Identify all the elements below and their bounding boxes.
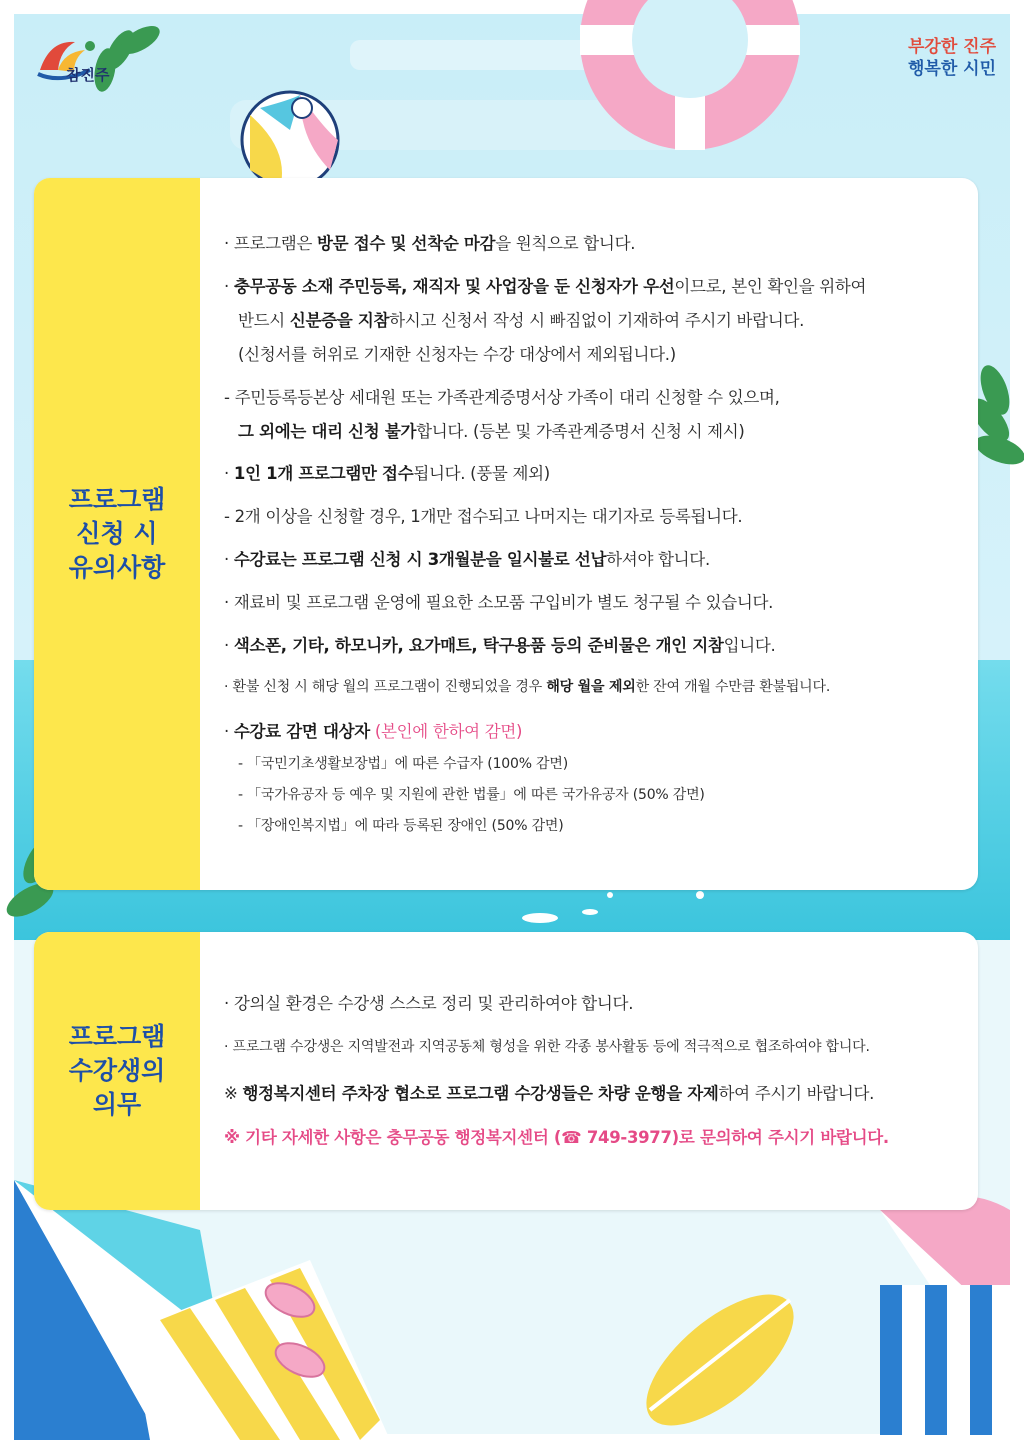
text-run: ※ xyxy=(224,1084,243,1103)
text-run: 합니다. (등본 및 가족관계증명서 신청 시 제시) xyxy=(416,422,745,441)
text-run: · xyxy=(224,722,234,741)
section-student-duties xyxy=(34,932,978,1210)
notice-line xyxy=(224,718,522,742)
notice-line xyxy=(224,460,550,484)
text-run: 한 잔여 개월 수만큼 환불됩니다. xyxy=(635,679,831,695)
emphasis-text: 해당 월을 제외 xyxy=(546,679,636,695)
notice-line xyxy=(224,503,742,527)
text-run: · 재료비 및 프로그램 운영에 필요한 소모품 구입비가 별도 청구될 수 있습니다. xyxy=(224,593,774,612)
text-run: - 「장애인복지법」에 따라 등록된 장애인 (50% 감면) xyxy=(238,818,564,834)
text-run: 입니다. xyxy=(723,636,776,655)
slogan xyxy=(908,36,996,80)
notice-line xyxy=(238,418,745,442)
emphasis-text: 그 외에는 대리 신청 불가 xyxy=(238,422,417,441)
umbrella-right xyxy=(880,1195,1010,1435)
text-run: · xyxy=(224,464,234,483)
text-run: 을 원칙으로 합니다. xyxy=(495,234,636,253)
text-run: 하셔야 합니다. xyxy=(606,550,710,569)
notice-line xyxy=(238,307,804,331)
emphasis-text: 수강료는 프로그램 신청 시 3개월분을 일시불로 선납 xyxy=(233,550,607,569)
notice-line xyxy=(224,676,830,696)
slogan-line2: 행복한 시민 xyxy=(907,59,996,79)
section-title: 프로그램 신청 시 유의사항 xyxy=(68,485,166,582)
emphasis-text: 신분증을 지참 xyxy=(289,311,390,330)
emphasis-text: 충무공동 소재 주민등록, 재직자 및 사업장을 둔 신청자가 우선 xyxy=(233,277,675,296)
text-run: · 강의실 환경은 수강생 스스로 정리 및 관리하여야 합니다. xyxy=(224,994,634,1013)
text-run: - 「국가유공자 등 예우 및 지원에 관한 법률」에 따른 국가유공자 (50% 감면) xyxy=(238,787,705,803)
notice-line xyxy=(238,815,564,835)
emphasis-text: 방문 접수 및 선착순 마감 xyxy=(317,234,496,253)
text-run: · xyxy=(224,550,234,569)
text-run: · xyxy=(224,277,234,296)
text-run: 됩니다. (풍물 제외) xyxy=(413,464,550,483)
notice-line xyxy=(224,632,775,656)
notice-line xyxy=(224,546,710,570)
text-run: · 환불 신청 시 해당 월의 프로그램이 진행되었을 경우 xyxy=(224,679,547,695)
notice-line xyxy=(224,273,866,297)
text-run: · xyxy=(224,636,234,655)
text-run: (신청서를 허위로 기재한 신청자는 수강 대상에서 제외됩니다.) xyxy=(238,345,676,364)
section-side-panel xyxy=(34,178,200,890)
highlight-text: ※ 기타 자세한 사항은 충무공동 행정복지센터 (☎ 749-3977)로 문의하여 주시기 바랍니다. xyxy=(224,1128,889,1147)
text-run: 하여 주시기 바랍니다. xyxy=(718,1084,875,1103)
notice-line xyxy=(224,990,633,1014)
notice-line xyxy=(224,230,635,254)
emphasis-text: 행정복지센터 주차장 협소로 프로그램 수강생들은 차량 운행을 자제 xyxy=(242,1084,719,1103)
notice-line xyxy=(224,384,780,408)
section-side-panel xyxy=(34,932,200,1210)
slogan-line1: 부강한 진주 xyxy=(907,37,996,57)
logo-text: 참진주 xyxy=(66,66,110,84)
text-run: 반드시 xyxy=(238,311,290,330)
notice-line xyxy=(224,1124,889,1148)
emphasis-text: 수강료 감면 대상자 xyxy=(233,722,370,741)
notice-line xyxy=(238,753,568,773)
highlight-text: (본인에 한하여 감면) xyxy=(369,722,523,741)
emphasis-text: 색소폰, 기타, 하모니카, 요가매트, 탁구용품 등의 준비물은 개인 지참 xyxy=(233,636,724,655)
notice-line xyxy=(224,589,773,613)
text-run: 하시고 신청서 작성 시 빠짐없이 기재하여 주시기 바랍니다. xyxy=(389,311,805,330)
notice-line xyxy=(224,1036,870,1056)
notice-line xyxy=(238,341,676,365)
text-run: 이므로, 본인 확인을 위하여 xyxy=(674,277,867,296)
section-title: 프로그램 수강생의 의무 xyxy=(68,1022,166,1119)
beach-ball xyxy=(242,92,338,188)
notice-line xyxy=(238,784,705,804)
text-run: - 「국민기초생활보장법」에 따른 수급자 (100% 감면) xyxy=(238,756,568,772)
notice-line xyxy=(224,1080,874,1104)
emphasis-text: 1인 1개 프로그램만 접수 xyxy=(233,464,414,483)
section-application-notes xyxy=(34,178,978,890)
text-run: - 2개 이상을 신청할 경우, 1개만 접수되고 나머지는 대기자로 등록됩니다. xyxy=(224,507,743,526)
text-run: · 프로그램 수강생은 지역발전과 지역공동체 형성을 위한 각종 봉사활동 등에 적극적으로 협조하여야 합니다. xyxy=(224,1039,870,1055)
text-run: - 주민등록등본상 세대원 또는 가족관계증명서상 가족이 대리 신청할 수 있으며, xyxy=(224,388,780,407)
text-run: · 프로그램은 xyxy=(224,234,318,253)
